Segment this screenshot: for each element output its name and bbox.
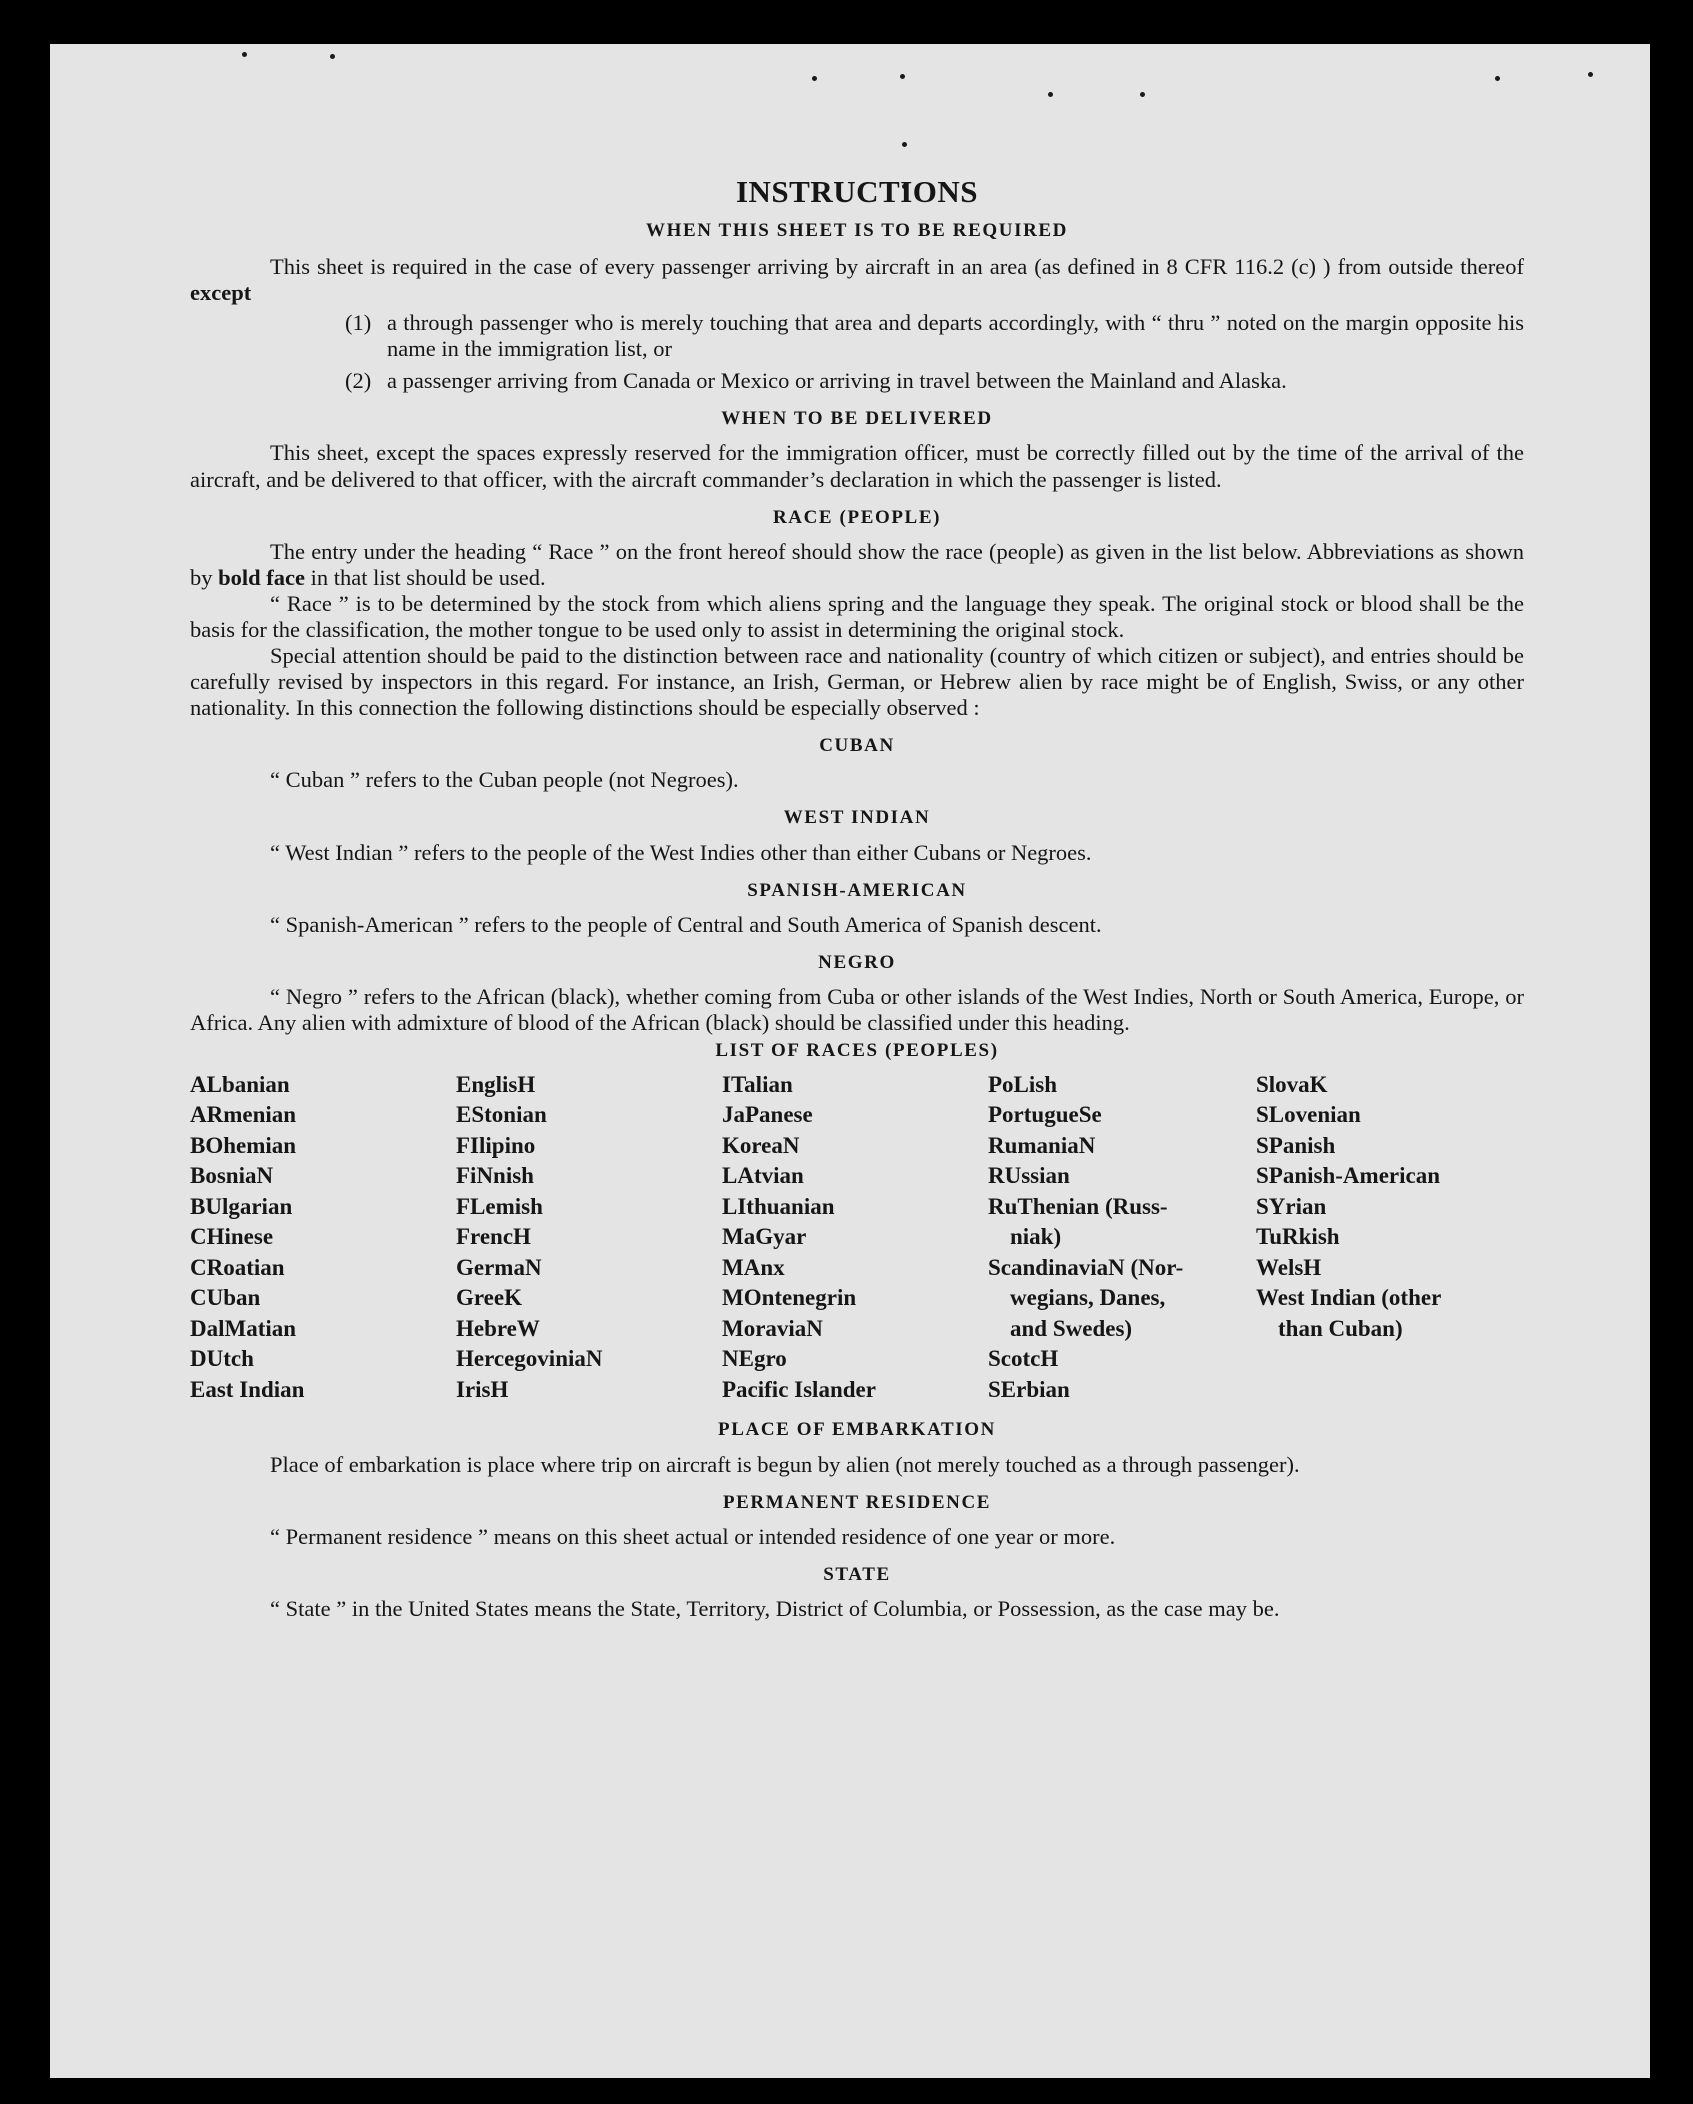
race-list-item: niak) (1010, 1224, 1062, 1250)
print-speck (1495, 76, 1500, 81)
race-paragraph-3: Special attention should be paid to the distinction between race and nationality (country of which citizen or subject), and entries should be carefully revised by inspectors in this regard. For instance, an Irish, German, or Hebrew alien by race might be of English, Swiss, or any other nationality. In this connection the following distinctions should be especially observed : (190, 643, 1524, 721)
race-list-item: KoreaN (722, 1132, 800, 1158)
heading-place-of-embarkation: PLACE OF EMBARKATION (718, 1419, 996, 1441)
race-list-item: SPanish (1256, 1132, 1336, 1158)
race-list-item: CUban (190, 1285, 261, 1311)
race-list-item: RuThenian (Russ- (988, 1193, 1168, 1219)
race-list-item: SlovaK (1256, 1071, 1328, 1097)
race-list-item: MOntenegrin (722, 1285, 857, 1311)
race-list-item: BOhemian (190, 1132, 297, 1158)
race-list-column (722, 1070, 988, 1406)
heading-list-of-races: LIST OF RACES (PEOPLES) (715, 1039, 999, 1061)
print-speck (812, 76, 817, 81)
race-list-item: GermaN (456, 1254, 542, 1280)
race-list-column (988, 1070, 1256, 1406)
race-list-item: ARmenian (190, 1102, 297, 1128)
race-list-item: LIthuanian (722, 1193, 835, 1219)
heading-spanish-american: SPANISH-AMERICAN (747, 879, 967, 901)
print-speck (330, 54, 335, 59)
race-list-item: ALbanian (190, 1071, 290, 1097)
print-speck (902, 142, 907, 147)
exception-item: (1) a through passenger who is merely touching that area and departs accordingly, with “ thru ” noted on the margin opposite his name in the immigration list, or (345, 310, 1524, 362)
cuban-text: “ Cuban ” refers to the Cuban people (not Negroes). (270, 767, 739, 793)
page-title: INSTRUCTIONS (735, 174, 978, 209)
race-list-item: ScotcH (988, 1346, 1059, 1372)
race-list-item: EnglisH (456, 1071, 536, 1097)
race-list-item: FiNnish (456, 1163, 534, 1189)
race-list-item: West Indian (other (1256, 1285, 1442, 1311)
race-list-item: TuRkish (1256, 1224, 1340, 1250)
race-list-column (190, 1070, 456, 1406)
race-list-item: CRoatian (190, 1254, 285, 1280)
heading-when-required: WHEN THIS SHEET IS TO BE REQUIRED (645, 219, 1069, 241)
document-page (50, 44, 1650, 2078)
race-list-item: SPanish-American (1256, 1163, 1440, 1189)
heading-cuban: CUBAN (819, 735, 895, 757)
race-list-item: ITalian (722, 1071, 793, 1097)
race-list-item: MoraviaN (722, 1315, 823, 1341)
race-list-item: EStonian (456, 1102, 547, 1128)
print-speck (900, 74, 905, 79)
race-list (190, 1070, 1524, 1406)
west-indian-text: “ West Indian ” refers to the people of the West Indies other than either Cubans or Negroes. (270, 839, 1092, 865)
race-list-item: and Swedes) (1010, 1315, 1133, 1341)
race-list-item: HercegoviniaN (456, 1346, 603, 1372)
race-list-item: WelsH (1256, 1254, 1322, 1280)
race-list-item: BUlgarian (190, 1193, 293, 1219)
race-list-item: HebreW (456, 1315, 540, 1341)
race-list-column (1256, 1070, 1524, 1406)
race-list-item: wegians, Danes, (1010, 1285, 1166, 1311)
race-list-item: FrencH (456, 1224, 531, 1250)
race-paragraph-1: The entry under the heading “ Race ” on the front hereof should show the race (people) as given in the list below. Abbreviations as shown by bold face in that list should be used. (190, 538, 1524, 590)
race-list-item: DUtch (190, 1346, 254, 1372)
heading-state: STATE (823, 1563, 891, 1585)
race-list-item: than Cuban) (1278, 1315, 1403, 1341)
heading-permanent-residence: PERMANENT RESIDENCE (722, 1491, 992, 1513)
race-list-item: PoLish (988, 1071, 1058, 1097)
race-list-column (456, 1070, 722, 1406)
heading-when-delivered: WHEN TO BE DELIVERED (721, 408, 993, 430)
race-list-item: SErbian (988, 1376, 1070, 1402)
race-list-item: NEgro (722, 1346, 787, 1372)
race-list-item: RumaniaN (988, 1132, 1096, 1158)
race-list-item: MAnx (722, 1254, 785, 1280)
negro-text: “ Negro ” refers to the African (black), whether coming from Cuba or other islands of the West Indies, North or South America, Europe, or Africa. Any alien with admixture of blood of the African (black) should be classified under this heading. (190, 983, 1524, 1035)
state-text: “ State ” in the United States means the State, Territory, District of Columbia, or Possession, as the case may be. (270, 1595, 1280, 1621)
race-list-item: ScandinaviaN (Nor- (988, 1254, 1184, 1280)
heading-negro: NEGRO (818, 951, 896, 973)
race-list-item: JaPanese (722, 1102, 813, 1128)
race-list-item: LAtvian (722, 1163, 804, 1189)
race-list-item: PortugueSe (988, 1102, 1102, 1128)
race-list-item: SLovenian (1256, 1102, 1361, 1128)
race-list-item: Pacific Islander (722, 1376, 876, 1402)
spanish-american-text: “ Spanish-American ” refers to the people of Central and South America of Spanish descent. (270, 911, 1102, 937)
when-delivered-text: This sheet, except the spaces expressly reserved for the immigration officer, must be correctly filled out by the time of the arrival of the aircraft, and be delivered to that officer, with the aircraft commander’s declaration in which the passenger is listed. (190, 440, 1524, 492)
print-speck (1588, 72, 1593, 77)
race-paragraph-2: “ Race ” is to be determined by the stock from which aliens spring and the language they speak. The original stock or blood shall be the basis for the classification, the mother tongue to be used only to assist in determining the original stock. (190, 590, 1524, 642)
race-list-item: SYrian (1256, 1193, 1327, 1219)
heading-race: RACE (PEOPLE) (772, 506, 942, 528)
exception-item: (2) a passenger arriving from Canada or Mexico or arriving in travel between the Mainland and Alaska. (345, 368, 1287, 394)
race-list-item: FIlipino (456, 1132, 536, 1158)
heading-west-indian: WEST INDIAN (783, 807, 931, 829)
race-list-item: IrisH (456, 1376, 509, 1402)
race-list-item: FLemish (456, 1193, 543, 1219)
race-list-item: RUssian (988, 1163, 1070, 1189)
race-list-item: DalMatian (190, 1315, 297, 1341)
race-list-item: BosniaN (190, 1163, 274, 1189)
print-speck (1048, 92, 1053, 97)
instructions-body (190, 174, 1524, 1622)
print-speck (242, 52, 247, 57)
print-speck (1140, 92, 1145, 97)
embarkation-text: Place of embarkation is place where trip on aircraft is begun by alien (not merely touched as a through passenger). (270, 1451, 1300, 1477)
race-list-item: East Indian (190, 1376, 305, 1402)
race-list-item: MaGyar (722, 1224, 807, 1250)
permanent-residence-text: “ Permanent residence ” means on this sheet actual or intended residence of one year or more. (270, 1523, 1116, 1549)
when-required-intro: This sheet is required in the case of every passenger arriving by aircraft in an area (as defined in 8 CFR 116.2 (c) ) from outside thereof except (190, 253, 1524, 306)
race-list-item: CHinese (190, 1224, 274, 1250)
race-list-item: GreeK (456, 1285, 522, 1311)
